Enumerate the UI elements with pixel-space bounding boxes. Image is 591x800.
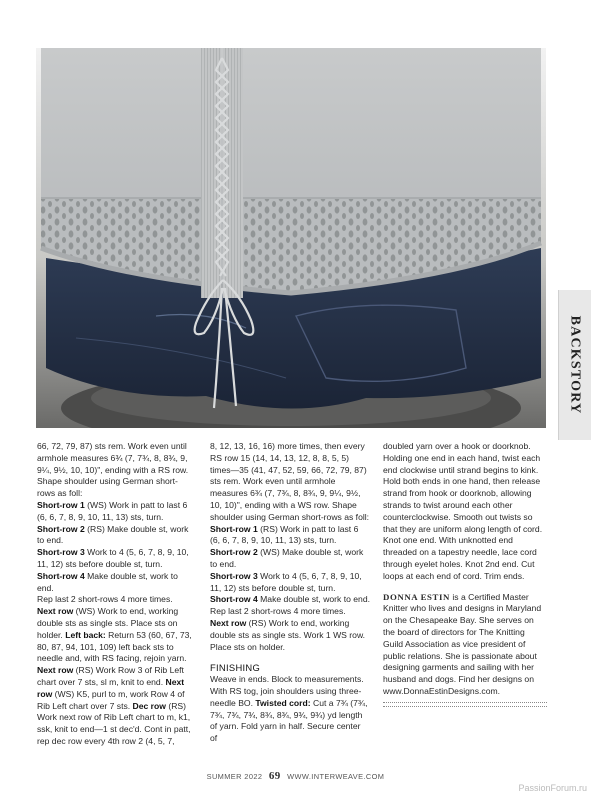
label: Next row <box>210 617 247 628</box>
paragraph <box>383 441 547 583</box>
text: doubled yarn over a hook or doorknob. Holding one end in each hand, twist each end clockwise until strand begins to kink. Hold both ends in one hand, then release strand from hook or doorknob, allowing strands to twist around each other counterclockwise. Smooth out twists so that they are uniform along length of cord. Knot one end. With unknotted end threaded on a tapestry needle, lace cord through eyelet holes. Knot 2nd end. Cut loops at each end of cord. Trim ends. <box>383 441 543 581</box>
section-heading: FINISHING <box>210 662 261 674</box>
text: (RS) Work Row 3 of Rib Left chart over 7 sts, sl m, knit to end. <box>37 665 184 687</box>
garment-photo <box>36 48 546 428</box>
label: Short-row 4 <box>37 570 85 581</box>
text: 8, 12, 13, 16, 16) more times, then every RS row 15 (14, 14, 13, 12, 8, 8, 5, 5) times—35 (41, 47, 52, 59, 66, 72, 79, 87) sts rem. Work even until armhole measures 6¾ (7, 7¾, 8, 8¾, 9, 9¼, 9½, 10, 10)", ending with a WS row. Shape shoulder using German short-rows as foll: <box>210 441 370 522</box>
text: Work to 4 (5, 6, 7, 8, 9, 10, 11, 12) sts before double st, turn. <box>37 547 189 569</box>
paragraph <box>210 547 370 571</box>
text: (WS) Work to end, working double sts as single sts. Place sts on holder. <box>37 606 179 640</box>
text: Rep last 2 short-rows 4 more times. <box>37 594 173 605</box>
label: Short-row 1 <box>37 499 85 510</box>
text: Make double st, work to end. <box>257 594 371 605</box>
paragraph <box>210 618 370 653</box>
text-column-3 <box>383 441 547 707</box>
label: Next row <box>37 676 185 699</box>
text: is a Certified Master Knitter who lives and designs in Maryland on the Chesapeake Bay. She serves on the board of directors for The Knitting Guild Association as vice president of public relations. She is passionate about designing garments and sailing with her husband and dogs. Find her designs on www.DonnaEstinDesigns.com. <box>383 591 542 696</box>
paragraph <box>210 674 370 745</box>
issue-label: SUMMER 2022 <box>206 772 263 781</box>
paragraph <box>37 547 196 571</box>
garment-photo-illustration <box>36 48 546 428</box>
paragraph <box>37 441 196 500</box>
designer-bio <box>383 592 547 698</box>
section-tab-label <box>558 290 591 440</box>
text: (WS) K5, purl to m, work Row 4 of Rib Left chart over 7 sts. <box>37 688 185 711</box>
paragraph <box>37 606 196 665</box>
label: Short-row 2 <box>37 523 85 534</box>
text: Make double st, work to end. <box>37 570 178 593</box>
text: Weave in ends. Block to measurements. With RS tog, join shoulders using three-needle BO. <box>210 674 364 708</box>
text: (RS) Work in patt to last 6 (6, 6, 7, 8, 9, 10, 11, 13) sts, turn. <box>210 523 359 546</box>
designer-name: DONNA ESTIN <box>383 591 450 602</box>
text: Rep last 2 short-rows 4 more times. <box>210 606 346 617</box>
label: Short-row 4 <box>210 594 258 605</box>
paragraph <box>210 571 370 595</box>
section-tab-text: BACKSTORY <box>567 315 583 415</box>
label: Dec row <box>132 700 166 711</box>
paragraph <box>210 606 370 618</box>
text-column-2 <box>210 441 370 745</box>
label: Left back: <box>65 629 106 640</box>
paragraph <box>210 594 370 606</box>
paragraph <box>37 665 196 748</box>
text: Cut a 7¾ (7¾, 7¾, 7¾, 7¾, 8¾, 8¾, 9¾, 9¾) yd length of yarn. Fold yarn in half. Secure center of <box>210 697 368 744</box>
text-column-1 <box>37 441 196 748</box>
label: Next row <box>37 606 74 617</box>
text: (RS) Make double st, work to end. <box>37 523 189 546</box>
paragraph <box>37 594 196 606</box>
paragraph <box>37 524 196 548</box>
page-number: 69 <box>268 770 281 782</box>
paragraph <box>37 571 196 595</box>
text: (WS) Work in patt to last 6 (6, 6, 7, 8, 9, 10, 11, 13) sts, turn. <box>37 499 188 522</box>
label: Short-row 3 <box>210 570 258 581</box>
watermark: PassionForum.ru <box>518 783 587 793</box>
label: Short-row 2 <box>210 547 258 558</box>
text: (RS) Work to end, working double sts as single sts. Work 1 WS row. Place sts on holder. <box>210 617 366 652</box>
paragraph <box>210 441 370 524</box>
text: 66, 72, 79, 87) sts rem. Work even until armhole measures 6¾ (7, 7¾, 8, 8¾, 9, 9¼, 9½, 10, 10)", ending with a RS row. Shape shoulder using German short-rows as foll: <box>37 441 189 499</box>
label: Short-row 3 <box>37 547 85 558</box>
text: (RS) Work next row of Rib Left chart to m, k1, ssk, knit to end—1 st dec'd. Cont in patt, rep dec row every 4th row 2 (4, 5, 7, <box>37 700 191 746</box>
site-label: WWW.INTERWEAVE.COM <box>287 772 385 781</box>
page-footer <box>0 770 591 782</box>
divider <box>383 702 547 707</box>
text: Work to 4 (5, 6, 7, 8, 9, 10, 11, 12) sts before double st, turn. <box>210 570 362 593</box>
paragraph <box>210 524 370 548</box>
label: Next row <box>37 665 74 676</box>
text: (WS) Make double st, work to end. <box>210 547 364 569</box>
text: Return 53 (60, 67, 73, 80, 87, 94, 101, 109) left back sts to needle and, with RS facing, rejoin yarn. <box>37 629 192 664</box>
label: Short-row 1 <box>210 523 258 534</box>
paragraph <box>37 500 196 524</box>
label: Twisted cord: <box>255 697 311 708</box>
